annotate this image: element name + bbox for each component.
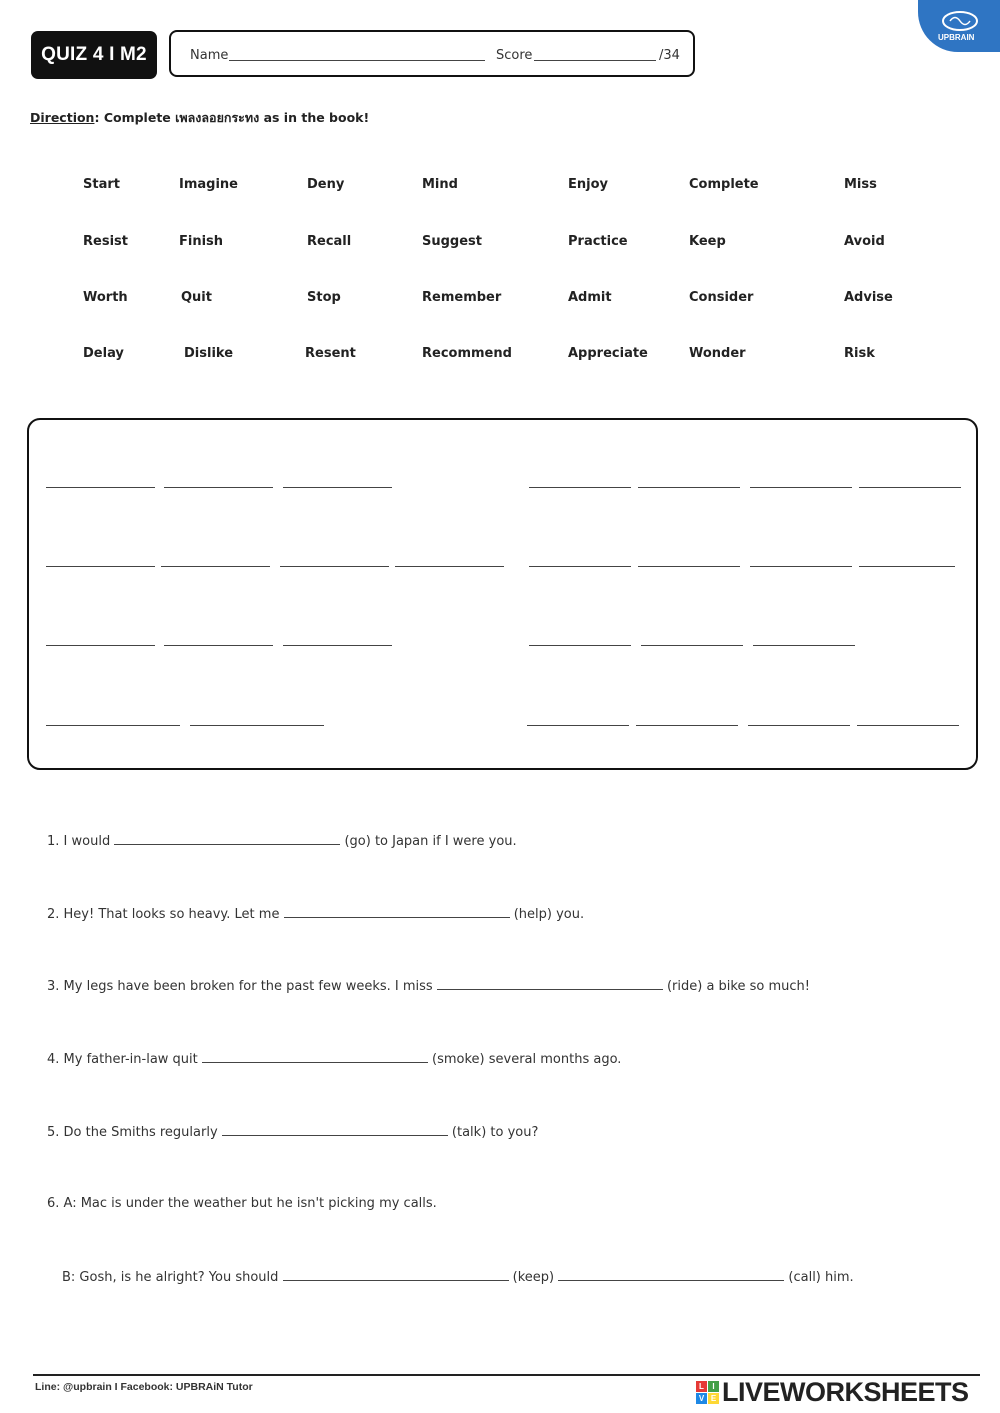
liveworksheets-logo — [696, 1376, 969, 1408]
word: Imagine — [179, 177, 238, 192]
answer-blank[interactable] — [190, 725, 324, 726]
answer-blank[interactable] — [437, 978, 663, 990]
word: Deny — [307, 177, 345, 192]
word: Practice — [568, 234, 628, 249]
word: Resist — [83, 234, 128, 249]
answer-blank[interactable] — [164, 645, 273, 646]
word: Advise — [844, 290, 893, 305]
name-score-box — [169, 30, 695, 77]
score-total: /34 — [659, 48, 680, 63]
answer-box — [27, 418, 978, 770]
name-label: Name — [190, 48, 229, 63]
upbrain-logo — [918, 0, 1000, 52]
answer-blank[interactable] — [283, 487, 392, 488]
word: Risk — [844, 346, 875, 361]
answer-blank[interactable] — [46, 645, 155, 646]
answer-blank[interactable] — [161, 566, 270, 567]
answer-blank[interactable] — [114, 833, 340, 845]
answer-blank[interactable] — [750, 566, 852, 567]
answer-blank[interactable] — [46, 566, 155, 567]
answer-blank[interactable] — [283, 645, 392, 646]
question-3: 3. My legs have been broken for the past few weeks. I miss (ride) a bike so much! — [47, 979, 810, 994]
word: Consider — [689, 290, 754, 305]
word: Start — [83, 177, 120, 192]
word: Mind — [422, 177, 458, 192]
answer-blank[interactable] — [529, 645, 631, 646]
answer-blank[interactable] — [283, 1269, 509, 1281]
question-2: 2. Hey! That looks so heavy. Let me (help) you. — [47, 907, 585, 922]
question-6b: B: Gosh, is he alright? You should (keep) (call) him. — [62, 1270, 854, 1285]
answer-blank[interactable] — [859, 566, 955, 567]
answer-blank[interactable] — [46, 725, 180, 726]
answer-blank[interactable] — [527, 725, 629, 726]
direction — [30, 108, 369, 128]
logo-text: UPBRAIN — [938, 33, 975, 42]
word: Stop — [307, 290, 341, 305]
answer-blank[interactable] — [636, 725, 738, 726]
word: Miss — [844, 177, 877, 192]
answer-blank[interactable] — [753, 645, 855, 646]
word: Delay — [83, 346, 124, 361]
word: Admit — [568, 290, 612, 305]
footer-contact: Line: @upbrain I Facebook: UPBRAiN Tutor — [35, 1381, 253, 1393]
answer-blank[interactable] — [164, 487, 273, 488]
answer-blank[interactable] — [395, 566, 504, 567]
answer-blank[interactable] — [750, 487, 852, 488]
answer-blank[interactable] — [284, 906, 510, 918]
word: Recall — [307, 234, 352, 249]
score-input-line[interactable] — [534, 60, 656, 61]
answer-blank[interactable] — [222, 1124, 448, 1136]
question-6a: 6. A: Mac is under the weather but he isn't picking my calls. — [47, 1196, 437, 1211]
answer-blank[interactable] — [46, 487, 155, 488]
word: Enjoy — [568, 177, 608, 192]
answer-blank[interactable] — [202, 1051, 428, 1063]
word: Recommend — [422, 346, 512, 361]
direction-text: : Complete เพลงลอยกระทง as in the book! — [94, 110, 370, 125]
answer-blank[interactable] — [641, 645, 743, 646]
quiz-title: QUIZ 4 I M2 — [31, 31, 157, 79]
word: Quit — [181, 290, 212, 305]
word: Resent — [305, 346, 356, 361]
word: Keep — [689, 234, 726, 249]
word: Remember — [422, 290, 502, 305]
word: Appreciate — [568, 346, 648, 361]
word: Complete — [689, 177, 759, 192]
word: Worth — [83, 290, 128, 305]
answer-blank[interactable] — [280, 566, 389, 567]
answer-blank[interactable] — [558, 1269, 784, 1281]
word: Finish — [179, 234, 224, 249]
answer-blank[interactable] — [638, 566, 740, 567]
answer-blank[interactable] — [529, 487, 631, 488]
score-label: Score — [496, 48, 533, 63]
answer-blank[interactable] — [857, 725, 959, 726]
name-input-line[interactable] — [229, 60, 485, 61]
word: Wonder — [689, 346, 746, 361]
question-4: 4. My father-in-law quit (smoke) several months ago. — [47, 1052, 622, 1067]
answer-blank[interactable] — [638, 487, 740, 488]
word: Avoid — [844, 234, 885, 249]
word: Dislike — [184, 346, 234, 361]
liveworksheets-icon: L I V E — [696, 1381, 719, 1404]
word: Suggest — [422, 234, 482, 249]
answer-blank[interactable] — [529, 566, 631, 567]
brain-icon — [940, 10, 980, 32]
question-1: 1. I would (go) to Japan if I were you. — [47, 834, 517, 849]
question-5: 5. Do the Smiths regularly (talk) to you? — [47, 1125, 539, 1140]
liveworksheets-text: LIVEWORKSHEETS — [722, 1376, 969, 1407]
direction-label: Direction — [30, 110, 95, 125]
answer-blank[interactable] — [748, 725, 850, 726]
answer-blank[interactable] — [859, 487, 961, 488]
